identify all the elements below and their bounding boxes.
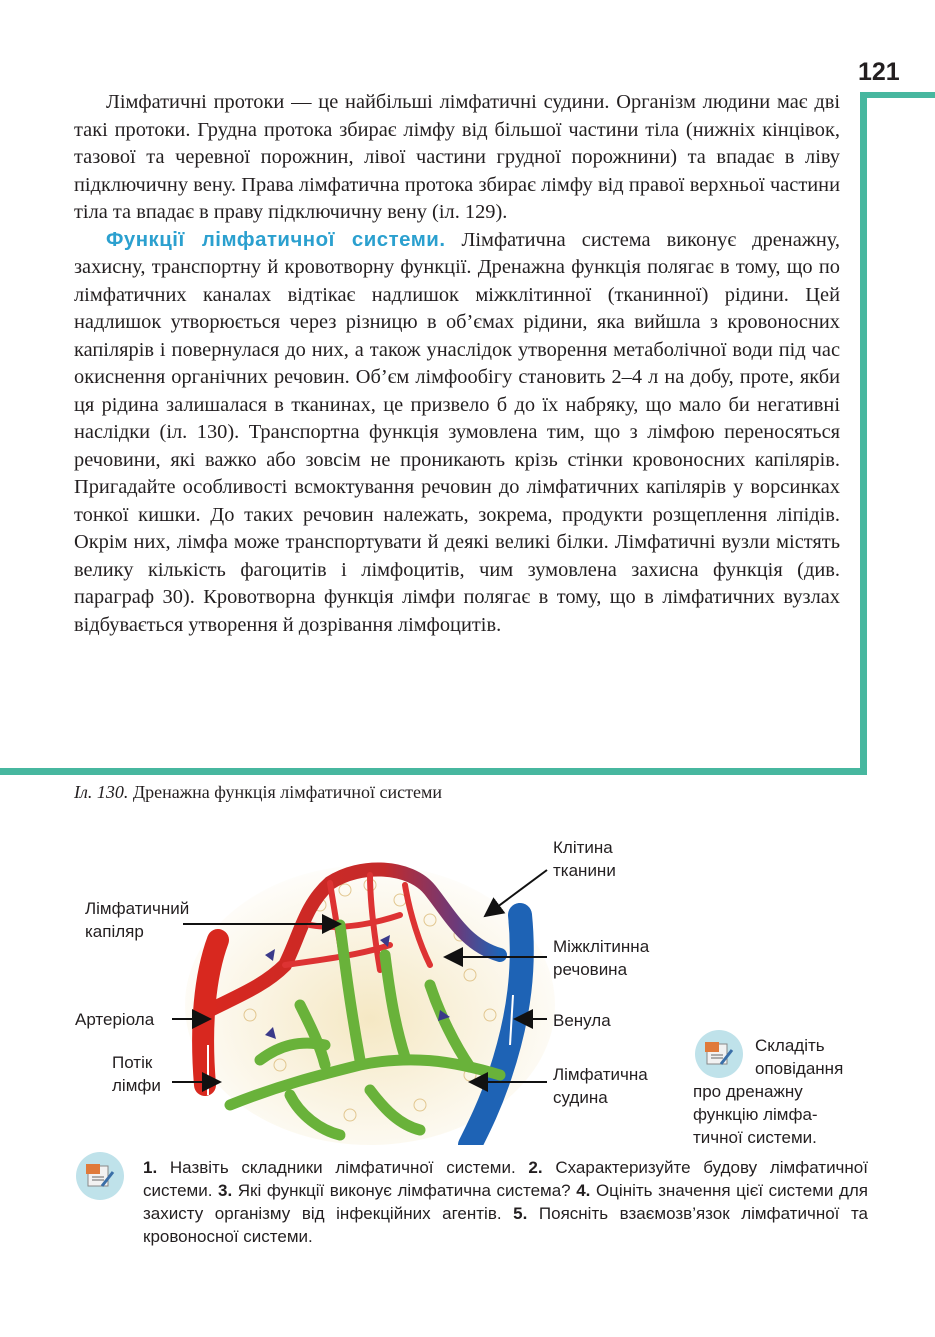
label-arteriole: Артеріола: [75, 1010, 155, 1029]
question-number: 3.: [218, 1181, 233, 1200]
main-text: [74, 89, 840, 639]
question-text: Поясніть взаємозв’язок лімфатичної та кровоносної системи.: [143, 1204, 868, 1246]
figure-caption-number: Іл. 130.: [74, 782, 129, 802]
review-questions: [143, 1156, 868, 1248]
frame-right-border: [860, 92, 867, 775]
frame-top-border: [860, 92, 935, 98]
label-lymph-capillary: Лімфатичний капіляр: [85, 899, 190, 941]
label-tissue-cell: Клітина тканини: [553, 838, 616, 880]
question-number: 1.: [143, 1158, 158, 1177]
paragraph-lymph-ducts: Лімфатичні протоки — це найбільші лімфатичні судини. Організм людини має дві такі протоки. Грудна протока збирає лімфу від більшої частини тіла (нижніх кінцівок, тазової та черевної порожнин, лівої частини грудної порожнини) та впадає в ліву підключичну вену. Права лімфатична протока збирає лімфу від правої верхньої частини тіла та впадає в праву підключичну вену (іл. 129).: [74, 91, 840, 223]
frame-bottom-border: [0, 768, 867, 775]
label-interstitial-substance: Міжклітинна речовина: [553, 937, 650, 979]
paragraph-functions: [74, 227, 840, 640]
aside-task-text: Складіть оповідання про дренажну функцію лімфа- тичної системи.: [693, 1036, 844, 1147]
question-number: 2.: [528, 1158, 543, 1177]
label-venule: Венула: [553, 1011, 611, 1030]
question-text: Назвіть складники лімфатичної системи.: [157, 1158, 529, 1177]
question-number: 5.: [513, 1204, 528, 1223]
figure-caption-text: Дренажна функція лімфатичної системи: [128, 782, 443, 802]
label-lymph-flow: Потік лімфи: [112, 1053, 161, 1095]
label-lymph-vessel: Лімфатична судина: [553, 1065, 648, 1107]
lymph-drainage-illustration: [170, 845, 555, 1145]
question-text: Оцініть значення цієї системи для захисту організму від інфекційних агентів.: [143, 1181, 868, 1223]
page-number: 121: [858, 58, 900, 86]
questions-icon: [76, 1152, 124, 1200]
question-text: Які функції виконує лімфатична система?: [232, 1181, 577, 1200]
figure-caption: [74, 782, 442, 803]
section-heading: Функції лімфатичної системи.: [106, 228, 446, 251]
question-text: Схарактеризуйте будову лімфатичної системи.: [143, 1158, 868, 1200]
paragraph-functions-body: Лімфатична система виконує дренажну, захисну, транспортну й кровотворну функції. Дренажна функція полягає в тому, що по лімфатичних каналах відтікає надлишок міжклітинної (тканинної) рідини. Цей надлишок утворюється через різницю в об’ємах рідини, яка вийшла з кровоносних капілярів і повернулася до них, а також унаслідок утворення метаболічної води під час окиснення органічних речовин. Об’єм лімфообігу становить 2–4 л на добу, проте, якби ця рідина залишалася в тканинах, це призвело б до їх набряку, що мало би негативні наслідки (іл. 130). Транспортна функція зумовлена тим, що з лімфою переносяться речовини, які важко або зовсім не проникають крізь стінки кровоносних капілярів. Пригадайте особливості всмоктування речовин до лімфатичних капілярів у ворсинках тонкої кишки. До таких речовин належать, зокрема, продукти розщеплення ліпідів. Окрім них, лімфа може транспортувати й деякі великі білки. Лімфатичні вузли містять велику кількість фагоцитів і лімфоцитів, чим зумовлена захисна функція (див. параграф 30). Кровотворна функція лімфи полягає в тому, що в лімфатичних вузлах відбувається утворення й дозрівання лімфоцитів.: [74, 228, 840, 636]
question-number: 4.: [576, 1181, 591, 1200]
